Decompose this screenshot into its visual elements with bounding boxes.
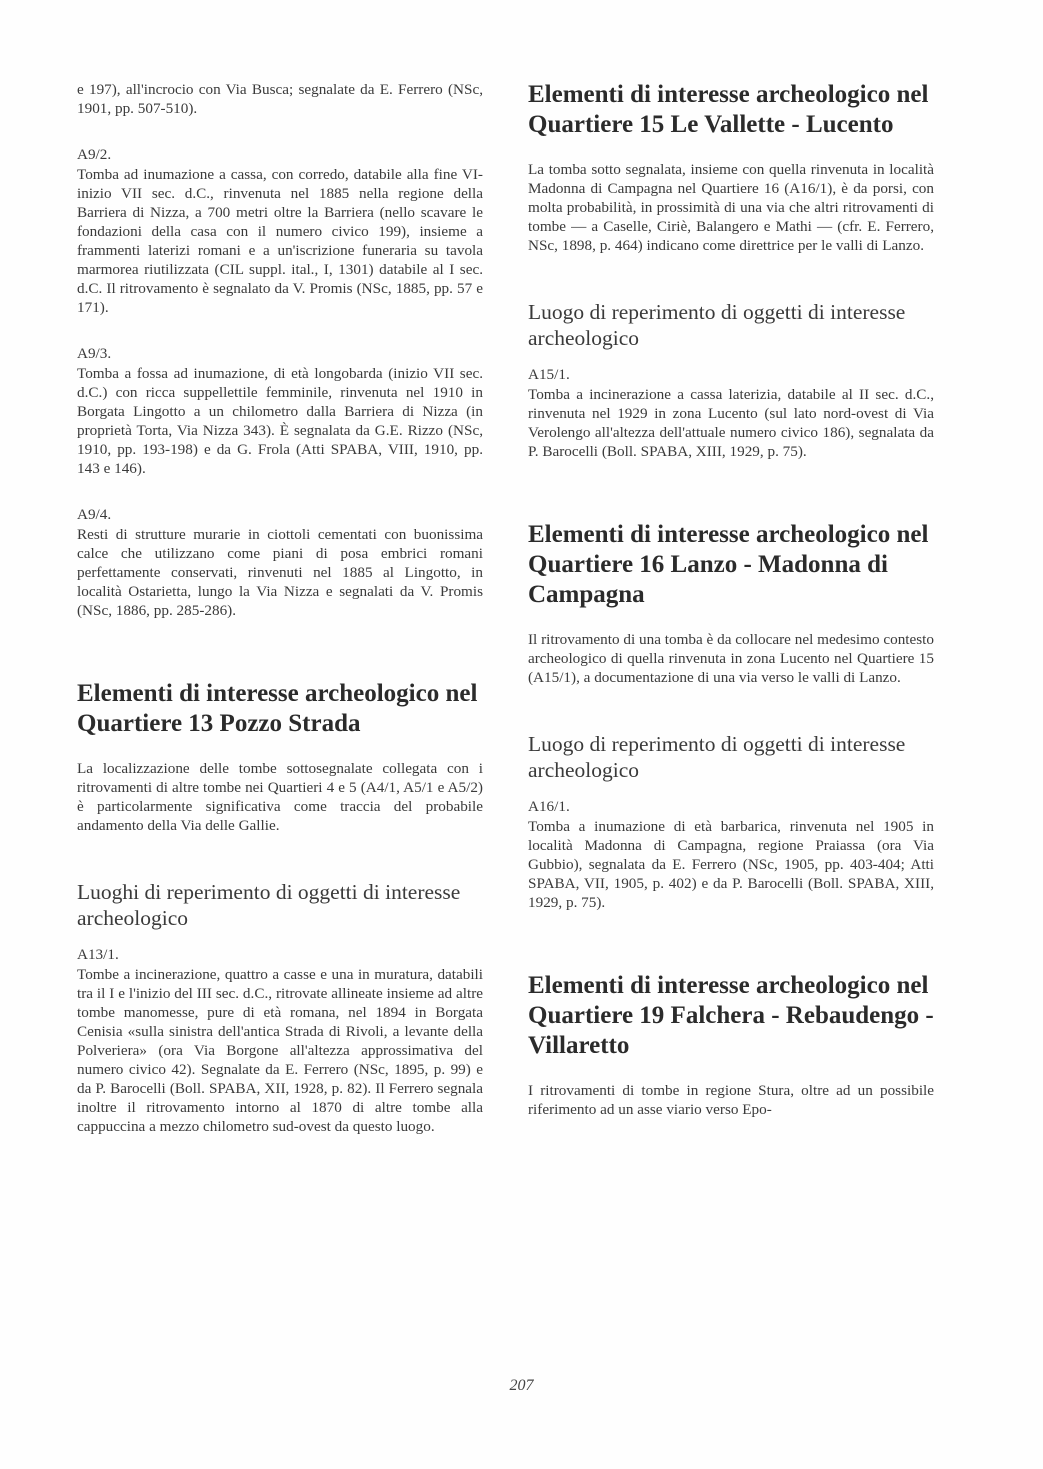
left-column — [77, 80, 483, 1163]
subheading-q15: Luogo di reperimento di oggetti di interesse archeologico — [528, 300, 906, 350]
subheading-q16: Luogo di reperimento di oggetti di interesse archeologico — [528, 732, 906, 782]
section-text-q13: La localizzazione delle tombe sottosegnalate collegata con i ritrovamenti di altre tombe nei Quartieri 4 e 5 (A4/1, A5/1 e A5/2) è particolarmente significativa come traccia del probabile andamento della Via delle Gallie. — [77, 760, 483, 834]
page-number: 207 — [509, 1377, 534, 1394]
entry-id: A9/4. — [77, 506, 112, 523]
section-heading-q13: Elementi di interesse archeologico nel Quartiere 13 Pozzo Strada — [77, 680, 478, 737]
entry-text: Tomba ad inumazione a cassa, con corredo, databile alla fine VI-inizio VII sec. d.C., rinvenuta nel 1885 nella regione della Barriera di Nizza, a 700 metri oltre la Barriera (nello scavare le fondazioni della casa con il numero civico 199), insieme a frammenti laterizi romani e a un'iscrizione funeraria su tavola marmorea riutilizzata (CIL suppl. ital., I, 1301) databile al I sec. d.C. Il ritrovamento è segnalato da V. Promis (NSc, 1885, pp. 57 e 171). — [77, 166, 483, 316]
section-heading-q16: Elementi di interesse archeologico nel Quartiere 16 Lanzo - Madonna di Campagna — [528, 521, 929, 608]
section-text-q19: I ritrovamenti di tombe in regione Stura, oltre ad un possibile riferimento ad un asse viario verso Epo- — [528, 1082, 934, 1118]
entry-id: A13/1. — [77, 946, 119, 963]
entry-text: Tomba a inumazione di età barbarica, rinvenuta nel 1905 in località Madonna di Campagna, regione Praiassa (ora Via Gubbio), segnalata da E. Ferrero (NSc, 1905, pp. 403-404; Atti SPABA, VII, 1905, p. 402) e da P. Barocelli (Boll. SPABA, XIII, 1929, p. 75). — [528, 818, 934, 911]
entry-text: Tomba a fossa ad inumazione, di età longobarda (inizio VII sec. d.C.) con ricca suppellettile femminile, rinvenuta nel 1910 in Borgata Lingotto a un chilometro dalla Barriera di Nizza (in proprietà Torta, Via Nizza 343). È segnalata da G.E. Rizzo (NSc, 1910, pp. 193-198) e da G. Frola (Atti SPABA, VIII, 1910, pp. 143 e 146). — [77, 365, 483, 477]
entry-a15-1 — [528, 365, 934, 461]
entry-a9-4 — [77, 505, 483, 620]
entry-text: Tomba a incinerazione a cassa laterizia, databile al II sec. d.C., rinvenuta nel 1929 in zona Lucento (sul lato nord-ovest di Via Verolengo all'altezza dell'attuale numero civico 186), segnalata da P. Barocelli (Boll. SPABA, XIII, 1929, p. 75). — [528, 386, 934, 460]
entry-text: Tombe a incinerazione, quattro a casse e una in muratura, databili tra il I e l'inizio del III sec. d.C., ritrovate allineate insieme ad altre tombe manomesse, pure di età romana, nel 1894 in Borgata Cenisia «sulla sinistra dell'antica Strada di Rivoli, a levante della Polveriera» (ora Via Borgone all'altezza approssimativa del numero civico 42). Segnalate da E. Ferrero (NSc, 1895, p. 99) e da P. Barocelli (Boll. SPABA, XII, 1928, p. 82). Il Ferrero segnala inoltre il ritrovamento intorno al 1870 di altre tombe alla cappuccina a mezzo chilometro sud-ovest da questo luogo. — [77, 966, 483, 1135]
section-text-q16: Il ritrovamento di una tomba è da collocare nel medesimo contesto archeologico di quella rinvenuta in zona Lucento nel Quartiere 15 (A15/1), a documentazione di una via verso le valli di Lanzo. — [528, 631, 934, 686]
intro-entry — [77, 80, 483, 118]
entry-id: A9/2. — [77, 146, 112, 163]
section-heading-q15: Elementi di interesse archeologico nel Quartiere 15 Le Vallette - Lucento — [528, 81, 929, 138]
entry-id: A16/1. — [528, 798, 570, 815]
entry-a13-1 — [77, 945, 483, 1136]
entry-text: Resti di strutture murarie in ciottoli cementati con buonissima calce che utilizzano come piani di posa embrici romani perfettamente conservati, rinvenuti nel 1885 al Lingotto, in località Ostarietta, lungo la Via Nizza e segnalati da V. Promis (NSc, 1886, pp. 285-286). — [77, 526, 483, 619]
section-heading-q19: Elementi di interesse archeologico nel Quartiere 19 Falchera - Rebaudengo - Villaretto — [528, 972, 934, 1059]
section-text-q15: La tomba sotto segnalata, insieme con quella rinvenuta in località Madonna di Campagna nel Quartiere 16 (A16/1), è da porsi, con molta probabilità, in prossimità di una via che altri ritrovamenti di tombe — a Caselle, Ciriè, Balangero e Mathi — (cfr. E. Ferrero, NSc, 1898, p. 464) indicano come direttrice per le valli di Lanzo. — [528, 161, 934, 254]
entry-a9-2 — [77, 145, 483, 317]
right-column — [528, 80, 934, 1119]
subheading-q13: Luoghi di reperimento di oggetti di interesse archeologico — [77, 880, 461, 930]
entry-id: A15/1. — [528, 366, 570, 383]
intro-text: e 197), all'incrocio con Via Busca; segnalate da E. Ferrero (NSc, 1901, pp. 507-510). — [77, 81, 483, 117]
entry-id: A9/3. — [77, 345, 112, 362]
entry-a9-3 — [77, 344, 483, 478]
entry-a16-1 — [528, 797, 934, 912]
